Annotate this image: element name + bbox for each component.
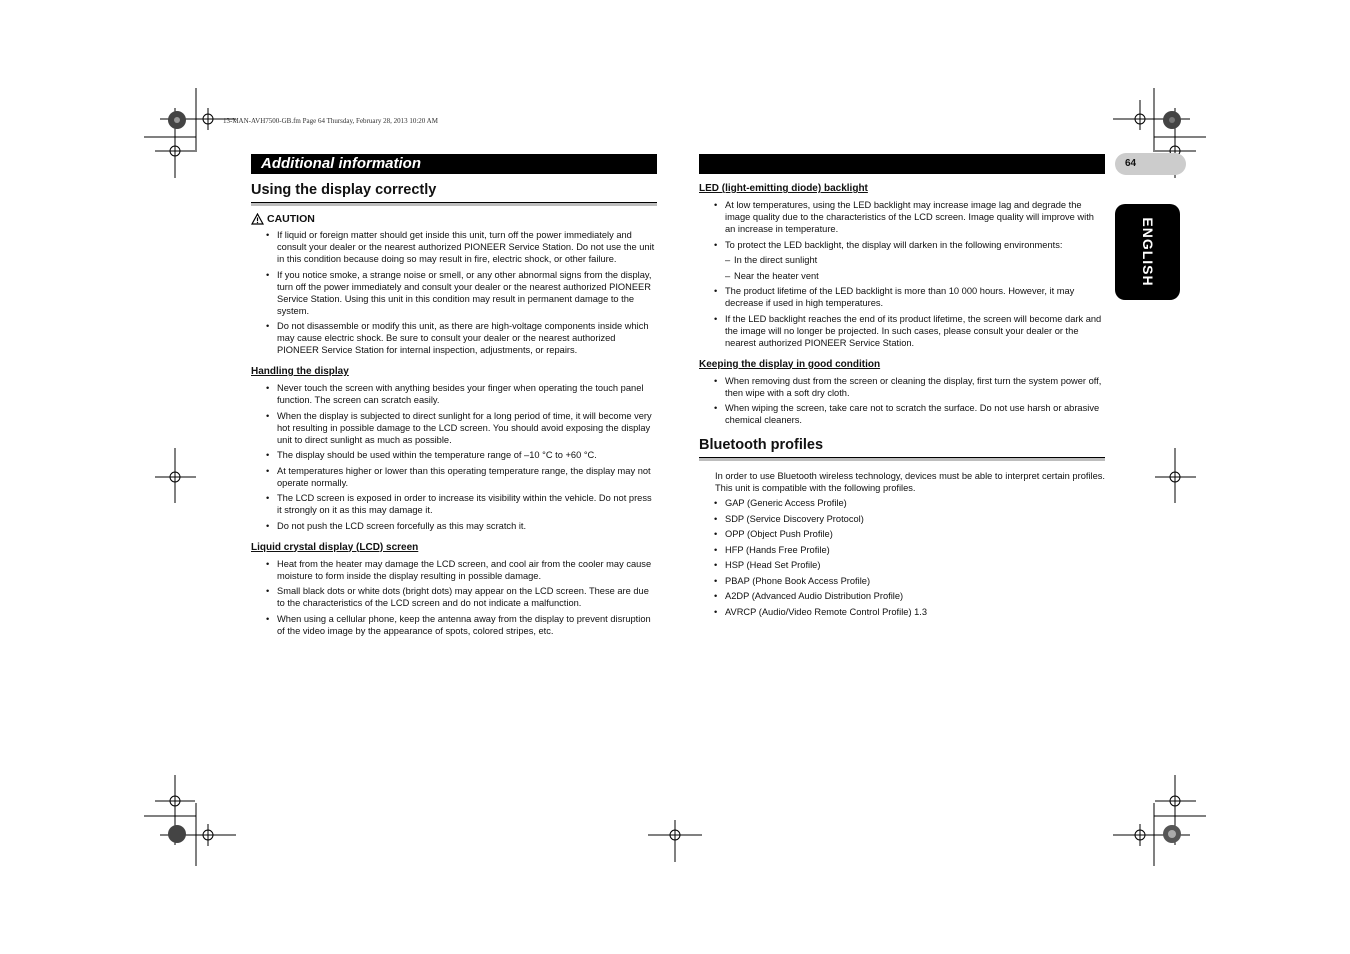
bluetooth-intro: In order to use Bluetooth wireless technology, devices must be able to interpret certain profiles. This unit is compatible with the following profiles. (715, 471, 1105, 493)
caution-label: CAUTION (267, 213, 315, 225)
list-item: • AVRCP (Audio/Video Remote Control Profile) 1.3 (699, 606, 1105, 618)
heading-rule (251, 202, 657, 206)
list-item: • If liquid or foreign matter should get inside this unit, turn off the power immediately and consult your dealer or the nearest authorized PIONEER Service Station. Do not use the unit in this condition because doing so may result in fire, electric shock, or other failure. (251, 229, 657, 265)
list-item: • HFP (Hands Free Profile) (699, 544, 1105, 556)
list-item: • When using a cellular phone, keep the antenna away from the display to prevent disruption of the video image by the appearance of spots, colored stripes, etc. (251, 613, 657, 637)
list-item: • At low temperatures, using the LED backlight may increase image lag and degrade the image quality due to the characteristics of the LCD screen. Image quality will improve with an increase in temperature. (699, 199, 1105, 235)
handling-list (251, 382, 657, 532)
warning-icon (251, 213, 264, 225)
list-item: – In the direct sunlight (699, 254, 1105, 266)
list-item: • The LCD screen is exposed in order to increase its visibility within the vehicle. Do not press it strongly on it as this may damage it. (251, 492, 657, 516)
section-bar: Additional information (251, 154, 657, 174)
list-item: • Never touch the screen with anything besides your finger when operating the touch panel function. The screen can scratch easily. (251, 382, 657, 406)
subheading-led: LED (light-emitting diode) backlight (699, 183, 868, 194)
subheading-keeping: Keeping the display in good condition (699, 358, 881, 370)
bluetooth-heading: Bluetooth profiles (699, 437, 824, 453)
list-item: • The product lifetime of the LED backlight is more than 10 000 hours. However, it may decrease if used in high temperatures. (699, 285, 1105, 309)
language-tab (1115, 204, 1180, 300)
page-number: 64 (1115, 153, 1186, 175)
led-list-b (699, 285, 1105, 349)
list-item: • If you notice smoke, a strange noise or smell, or any other abnormal signs from the display, turn off the power immediately and consult your dealer or the nearest authorized PIONEER Service Station. Using this unit in this condition may result in permanent damage to the system. (251, 269, 657, 317)
profile-list (699, 497, 1105, 618)
section-heading: Using the display correctly (251, 182, 437, 198)
language-label: ENGLISH (1139, 217, 1156, 287)
list-item: • GAP (Generic Access Profile) (699, 497, 1105, 509)
right-column (699, 183, 1105, 621)
list-item: • A2DP (Advanced Audio Distribution Profile) (699, 590, 1105, 602)
lcd-list (251, 558, 657, 637)
list-item: • To protect the LED backlight, the display will darken in the following environments: (699, 239, 1105, 251)
list-item: • PBAP (Phone Book Access Profile) (699, 575, 1105, 587)
led-dash-list (699, 254, 1105, 282)
caution-list (251, 229, 657, 356)
file-info: 13-MAN-AVH7500-GB.fm Page 64 Thursday, February 28, 2013 10:20 AM (223, 117, 438, 125)
led-list-a (699, 199, 1105, 251)
list-item: • When removing dust from the screen or cleaning the display, first turn the system power off, then wipe with a soft dry cloth. (699, 375, 1105, 399)
keeping-list (699, 375, 1105, 427)
list-item: • At temperatures higher or lower than this operating temperature range, the display may not operate normally. (251, 465, 657, 489)
list-item: • HSP (Head Set Profile) (699, 559, 1105, 571)
list-item: • OPP (Object Push Profile) (699, 528, 1105, 540)
left-column (251, 182, 657, 640)
list-item: • When the display is subjected to direct sunlight for a long period of time, it will become very hot resulting in possible damage to the LCD screen. You should avoid exposing the display unit to direct sunlight as much as possible. (251, 410, 657, 446)
list-item: • If the LED backlight reaches the end of its product lifetime, the screen will become dark and the image will no longer be projected. In such cases, please consult your dealer or the nearest authorized PIONEER Service Station. (699, 313, 1105, 349)
list-item: • When wiping the screen, take care not to scratch the surface. Do not use harsh or abrasive chemical cleaners. (699, 402, 1105, 426)
subheading-handling: Handling the display (251, 366, 349, 377)
subheading-lcd: Liquid crystal display (LCD) screen (251, 541, 419, 553)
list-item: • SDP (Service Discovery Protocol) (699, 513, 1105, 525)
heading-rule (699, 457, 1105, 461)
header-bar-right (699, 154, 1105, 174)
list-item: • Small black dots or white dots (bright dots) may appear on the LCD screen. These are due to the characteristics of the LCD screen and do not indicate a malfunction. (251, 585, 657, 609)
caution-heading (251, 213, 657, 225)
list-item: • Do not disassemble or modify this unit, as there are high-voltage components inside which may cause electric shock. Be sure to consult your dealer or the nearest authorized PIONEER Service Station for internal inspection, adjustments, or repairs. (251, 320, 657, 356)
list-item: • The display should be used within the temperature range of –10 °C to +60 °C. (251, 449, 657, 461)
list-item: • Do not push the LCD screen forcefully as this may scratch it. (251, 520, 657, 532)
list-item: – Near the heater vent (699, 270, 1105, 282)
list-item: • Heat from the heater may damage the LCD screen, and cool air from the cooler may cause moisture to form inside the display resulting in possible damage. (251, 558, 657, 582)
